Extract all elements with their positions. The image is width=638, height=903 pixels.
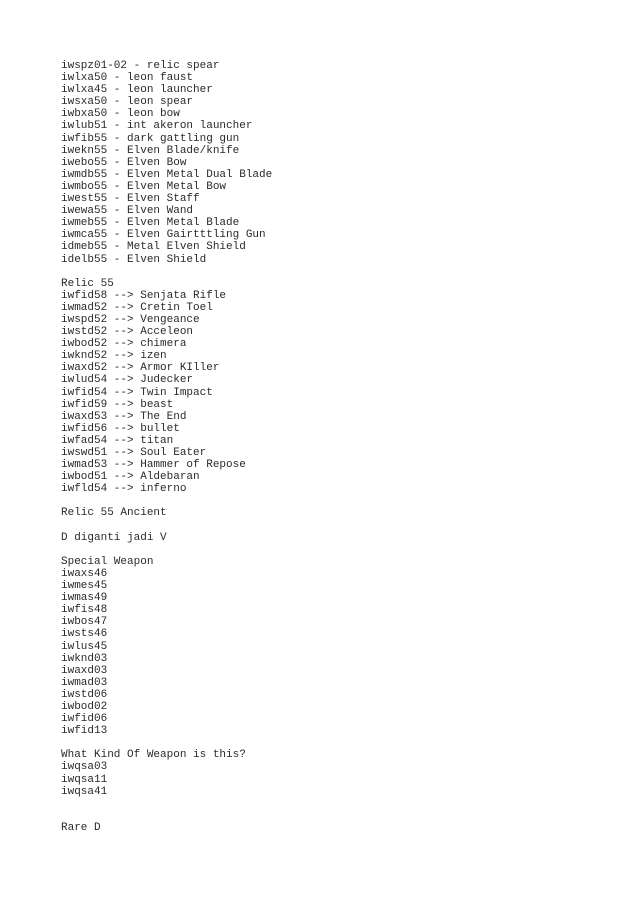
text-line: iwbxa50 - leon bow bbox=[61, 108, 180, 121]
text-line: iwqsa11 bbox=[61, 773, 108, 786]
text-line: iwbod52 --> chimera bbox=[61, 338, 187, 351]
text-line: iwfid54 --> Twin Impact bbox=[61, 386, 213, 399]
text-line: iwlud54 --> Judecker bbox=[61, 374, 194, 387]
document-page bbox=[61, 60, 621, 834]
text-line: iwstd52 --> Acceleon bbox=[61, 326, 194, 339]
text-line: iwmbo55 - Elven Metal Bow bbox=[61, 180, 227, 193]
text-line: iwmas49 bbox=[61, 592, 108, 605]
text-line: iwfld54 --> inferno bbox=[61, 483, 187, 496]
relic-55-ancient-section bbox=[61, 507, 621, 519]
note-section bbox=[61, 532, 621, 544]
blank-line bbox=[61, 544, 621, 556]
section-heading: Relic 55 bbox=[61, 277, 114, 290]
section-heading: Rare D bbox=[61, 821, 101, 834]
text-line: iwspd52 --> Vengeance bbox=[61, 313, 200, 326]
text-line: iwaxd53 --> The End bbox=[61, 410, 187, 423]
blank-line bbox=[61, 520, 621, 532]
text-line: iwlus45 bbox=[61, 640, 108, 653]
text-line: iwaxd03 bbox=[61, 664, 108, 677]
text-line: iwmad52 --> Cretin Toel bbox=[61, 301, 213, 314]
blank-line bbox=[61, 737, 621, 749]
text-line: idelb55 - Elven Shield bbox=[61, 253, 207, 266]
text-line: iwknd52 --> izen bbox=[61, 350, 167, 363]
text-line: iwswd51 --> Soul Eater bbox=[61, 447, 207, 459]
text-line: iwfid13 bbox=[61, 725, 108, 738]
text-line: idmeb55 - Metal Elven Shield bbox=[61, 241, 246, 254]
text-line: iwsxa50 - leon spear bbox=[61, 96, 194, 109]
text-line: iwmad03 bbox=[61, 676, 108, 689]
text-line: iwqsa41 bbox=[61, 785, 108, 798]
text-line: iwspz01-02 - relic spear bbox=[61, 60, 220, 72]
blank-line bbox=[61, 495, 621, 507]
text-line: iwmes45 bbox=[61, 580, 108, 593]
text-line: iwmeb55 - Elven Metal Blade bbox=[61, 217, 240, 230]
section-heading: What Kind Of Weapon is this? bbox=[61, 749, 246, 762]
blank-lines bbox=[61, 798, 621, 822]
text-line: iwfad54 --> titan bbox=[61, 434, 174, 447]
text-line: iwbod02 bbox=[61, 700, 108, 713]
text-line: iwlub51 - int akeron launcher bbox=[61, 120, 253, 133]
text-line: iwekn55 - Elven Blade/knife bbox=[61, 144, 240, 157]
text-line: iwfis48 bbox=[61, 604, 108, 617]
text-line: iwewa55 - Elven Wand bbox=[61, 205, 194, 218]
rare-d-section bbox=[61, 822, 621, 834]
text-line: iwfid59 --> beast bbox=[61, 398, 174, 411]
text-line: iwfid58 --> Senjata Rifle bbox=[61, 289, 227, 302]
section-heading: Relic 55 Ancient bbox=[61, 507, 167, 520]
text-line: iwstd06 bbox=[61, 688, 108, 701]
text-line: iwmad53 --> Hammer of Repose bbox=[61, 459, 246, 472]
text-line: iwfid06 bbox=[61, 713, 108, 726]
text-line: iwfib55 - dark gattling gun bbox=[61, 132, 240, 145]
unknown-weapon-section bbox=[61, 749, 621, 797]
special-weapon-section bbox=[61, 556, 621, 737]
blank-line bbox=[61, 266, 621, 278]
text-line: iwlxa45 - leon launcher bbox=[61, 84, 213, 97]
note-line: D diganti jadi V bbox=[61, 531, 167, 544]
text-line: iwqsa03 bbox=[61, 761, 108, 774]
text-line: iwebo55 - Elven Bow bbox=[61, 156, 187, 169]
text-line: iwknd03 bbox=[61, 652, 108, 665]
relic-55-section bbox=[61, 278, 621, 496]
section-heading: Special Weapon bbox=[61, 555, 154, 568]
text-line: iwmca55 - Elven Gairtttling Gun bbox=[61, 229, 266, 242]
text-line: iwest55 - Elven Staff bbox=[61, 193, 200, 206]
text-line: iwbos47 bbox=[61, 616, 108, 629]
text-line: iwaxs46 bbox=[61, 567, 108, 580]
text-line: iwfid56 --> bullet bbox=[61, 422, 180, 435]
text-line: iwsts46 bbox=[61, 628, 108, 641]
weapon-code-list-section bbox=[61, 60, 621, 266]
text-line: iwmdb55 - Elven Metal Dual Blade bbox=[61, 168, 273, 181]
text-line: iwbod51 --> Aldebaran bbox=[61, 471, 200, 484]
text-line: iwlxa50 - leon faust bbox=[61, 72, 194, 85]
text-line: iwaxd52 --> Armor KIller bbox=[61, 362, 220, 375]
